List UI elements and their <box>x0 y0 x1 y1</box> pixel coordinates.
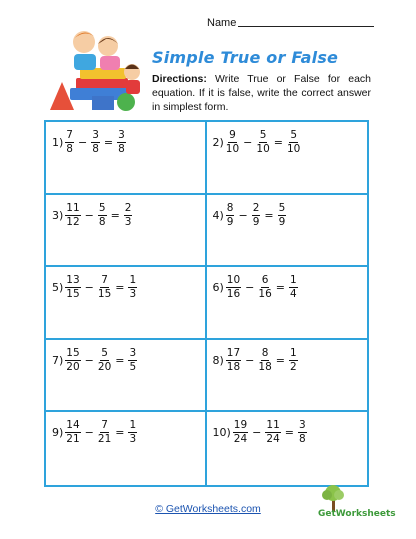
problem-cell[interactable] <box>46 195 207 268</box>
minus-sign: − <box>245 281 255 295</box>
denominator: 10 <box>225 143 240 155</box>
problem-number: 2) <box>212 136 224 149</box>
numerator: 5 <box>278 201 286 214</box>
problem-number: 6) <box>212 281 224 295</box>
equals-sign: = <box>264 208 274 222</box>
result-fraction <box>289 348 298 373</box>
denominator: 24 <box>233 433 248 446</box>
numerator: 17 <box>226 346 241 359</box>
numerator: 1 <box>289 274 297 287</box>
minuend-fraction <box>233 420 248 445</box>
equals-sign: = <box>110 208 120 222</box>
minus-sign: − <box>84 281 94 295</box>
subtrahend-fraction <box>256 130 269 155</box>
subtrahend-fraction <box>258 275 271 300</box>
numerator: 9 <box>229 129 236 141</box>
denominator: 16 <box>226 288 241 301</box>
result-fraction <box>278 203 287 228</box>
denominator: 8 <box>66 143 73 155</box>
result-fraction <box>124 203 133 228</box>
directions <box>152 72 371 115</box>
logo-wordmark: GetWorksheets <box>318 509 396 519</box>
numerator: 3 <box>298 419 306 432</box>
numerator: 1 <box>129 419 137 432</box>
result-fraction <box>287 130 300 155</box>
problem-cell[interactable] <box>46 122 207 195</box>
numerator: 1 <box>129 274 137 287</box>
minuend-fraction <box>226 130 239 155</box>
numerator: 7 <box>101 419 108 432</box>
minuend-fraction <box>226 275 241 300</box>
numerator: 3 <box>92 129 99 141</box>
denominator: 24 <box>266 433 280 446</box>
numerator: 7 <box>66 129 73 141</box>
problem-number: 7) <box>52 353 64 367</box>
numerator: 14 <box>66 419 80 432</box>
minus-sign: − <box>84 426 94 440</box>
denominator: 18 <box>258 360 272 373</box>
equation <box>52 130 128 155</box>
directions-text: Write True or False for each equation. If it is false, write the correct answer in simplest form. <box>152 73 372 114</box>
problem-cell[interactable] <box>207 195 368 268</box>
problem-number: 5) <box>52 281 64 295</box>
equals-sign: = <box>115 281 125 295</box>
minuend-fraction <box>65 348 80 373</box>
equation <box>213 420 309 445</box>
numerator: 3 <box>118 129 125 141</box>
equals-sign: = <box>284 426 294 440</box>
numerator: 2 <box>252 201 260 214</box>
problem-cell[interactable] <box>207 267 368 340</box>
equation <box>213 275 300 300</box>
problem-cell[interactable] <box>46 340 207 413</box>
problem-number: 4) <box>212 208 224 222</box>
footer-link[interactable]: © GetWorksheets.com <box>155 503 261 515</box>
problem-number: 3) <box>52 208 64 222</box>
numerator: 8 <box>226 201 234 214</box>
name-line <box>207 17 374 29</box>
numerator: 5 <box>101 346 108 359</box>
problem-cell[interactable] <box>207 412 368 485</box>
denominator: 21 <box>97 433 112 446</box>
subtrahend-fraction <box>258 348 271 373</box>
numerator: 5 <box>290 129 298 141</box>
denominator: 9 <box>278 215 286 228</box>
subtrahend-fraction <box>98 203 107 228</box>
denominator: 9 <box>252 215 260 228</box>
problem-grid <box>44 120 369 487</box>
denominator: 4 <box>289 288 297 301</box>
problem-number: 9) <box>52 426 64 440</box>
numerator: 8 <box>261 346 269 359</box>
minus-sign: − <box>243 136 253 149</box>
equation <box>52 275 139 300</box>
equals-sign: = <box>115 353 125 367</box>
result-fraction <box>128 420 137 445</box>
equation <box>213 203 289 228</box>
equals-sign: = <box>273 136 283 149</box>
subtrahend-fraction <box>252 203 261 228</box>
equals-sign: = <box>115 426 125 440</box>
denominator: 3 <box>129 288 137 301</box>
subtrahend-fraction <box>98 275 111 300</box>
denominator: 20 <box>97 360 112 373</box>
numerator: 1 <box>289 346 297 359</box>
minus-sign: − <box>238 208 248 222</box>
name-blank[interactable] <box>238 26 374 27</box>
denominator: 10 <box>256 143 270 155</box>
subtrahend-fraction <box>98 348 111 373</box>
result-fraction <box>117 130 126 155</box>
minuend-fraction <box>226 203 235 228</box>
numerator: 11 <box>266 419 280 432</box>
subtrahend-fraction <box>265 420 280 445</box>
result-fraction <box>128 275 137 300</box>
numerator: 19 <box>233 419 248 432</box>
problem-number: 10) <box>212 426 231 440</box>
denominator: 8 <box>98 215 106 228</box>
subtrahend-fraction <box>91 130 100 155</box>
equation <box>52 203 134 228</box>
minuend-fraction <box>65 420 80 445</box>
minus-sign: − <box>84 208 94 222</box>
numerator: 10 <box>226 274 241 287</box>
equation <box>52 348 139 373</box>
subtrahend-fraction <box>98 420 111 445</box>
numerator: 11 <box>66 201 80 214</box>
minus-sign: − <box>77 136 88 149</box>
denominator: 12 <box>66 215 80 228</box>
denominator: 21 <box>66 433 80 446</box>
problem-cell[interactable] <box>46 412 207 485</box>
numerator: 5 <box>259 129 267 141</box>
numerator: 3 <box>129 346 137 359</box>
equation <box>52 420 139 445</box>
result-fraction <box>289 275 298 300</box>
minus-sign: − <box>245 353 255 367</box>
result-fraction <box>298 420 307 445</box>
numerator: 6 <box>261 274 269 287</box>
directions-label: Directions: <box>152 73 207 85</box>
denominator: 3 <box>124 215 132 228</box>
denominator: 18 <box>226 360 241 373</box>
denominator: 2 <box>289 360 297 373</box>
denominator: 15 <box>66 288 80 301</box>
numerator: 15 <box>66 346 80 359</box>
denominator: 5 <box>129 360 137 373</box>
kids-reading-illustration <box>46 24 150 112</box>
denominator: 3 <box>129 433 137 446</box>
numerator: 7 <box>101 274 108 287</box>
problem-cell[interactable] <box>207 340 368 413</box>
result-fraction <box>128 348 137 373</box>
equals-sign: = <box>103 136 114 149</box>
minuend-fraction <box>65 203 80 228</box>
minuend-fraction <box>65 130 74 155</box>
worksheet-title: Simple True or False <box>152 48 339 67</box>
equals-sign: = <box>275 353 285 367</box>
denominator: 8 <box>298 433 306 446</box>
problem-number: 1) <box>52 136 64 149</box>
equation <box>213 130 303 155</box>
denominator: 15 <box>97 288 112 301</box>
denominator: 8 <box>92 143 99 155</box>
denominator: 8 <box>118 143 125 155</box>
denominator: 10 <box>286 143 301 155</box>
minuend-fraction <box>65 275 80 300</box>
name-label: Name <box>207 17 237 29</box>
minus-sign: − <box>84 353 94 367</box>
equation <box>213 348 300 373</box>
denominator: 16 <box>258 288 272 301</box>
numerator: 5 <box>98 201 106 214</box>
minuend-fraction <box>226 348 241 373</box>
problem-number: 8) <box>212 353 224 367</box>
numerator: 13 <box>66 274 80 287</box>
problem-cell[interactable] <box>46 267 207 340</box>
denominator: 20 <box>66 360 80 373</box>
equals-sign: = <box>275 281 285 295</box>
problem-cell[interactable] <box>207 122 368 195</box>
denominator: 9 <box>226 215 234 228</box>
numerator: 2 <box>124 201 132 214</box>
minus-sign: − <box>252 426 262 440</box>
